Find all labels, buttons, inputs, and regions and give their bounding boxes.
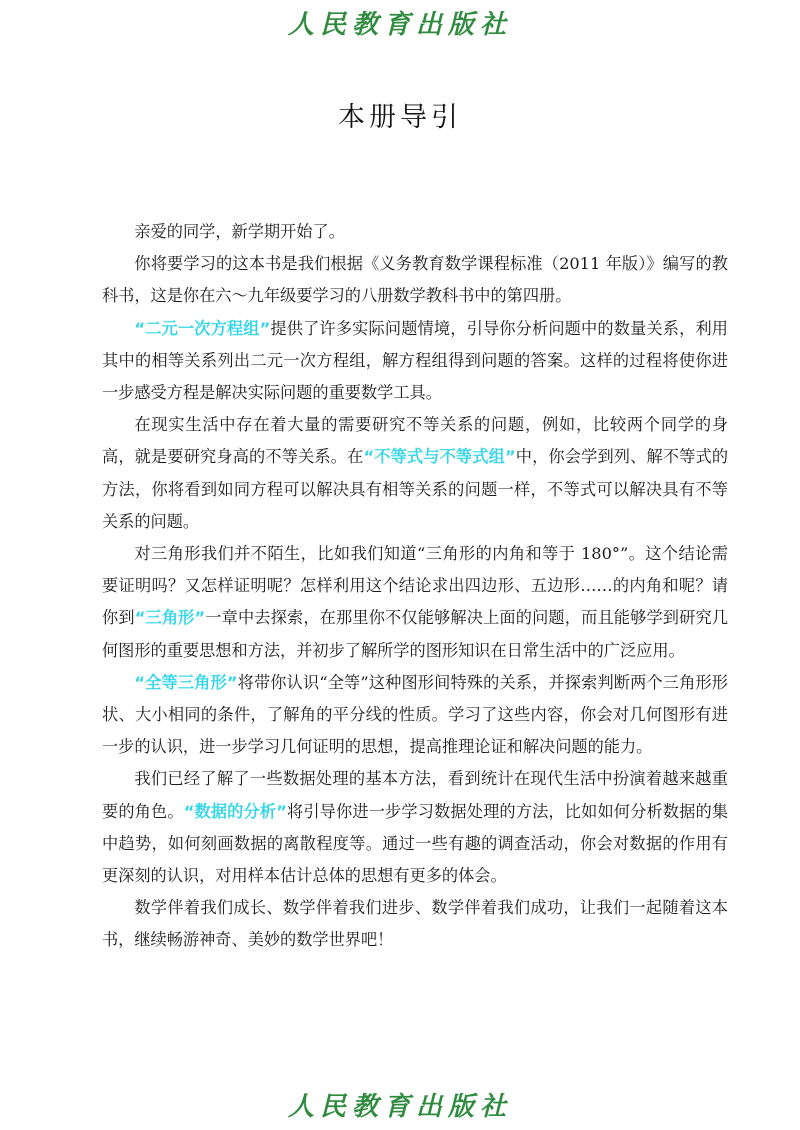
guide-body xyxy=(102,216,728,957)
chapter-highlight-data-analysis: “数据的分析” xyxy=(183,801,287,821)
paragraph-text: 提供了许多实际问题情境，引导你分析问题中的数量关系，利用其中的相等关系列出二元一次方程组，解方程组得到问题的答案。这样的过程将使你进一步感受方程是解决实际问题的重要数学工具。 xyxy=(102,318,728,403)
paragraph-text: 数学伴着我们成长、数学伴着我们进步、数学伴着我们成功，让我们一起随着这本书，继续畅游神奇、美妙的数学世界吧！ xyxy=(102,898,728,950)
chapter-highlight-triangles: “三角形” xyxy=(134,608,206,628)
paragraph-intro xyxy=(102,248,728,312)
paragraph-text: 中，你会学到列、解不等式的方法，你将看到如同方程可以解决具有相等关系的问题一样，不等式可以解决具有不等关系的问题。 xyxy=(102,447,729,531)
page-title: 本册导引 xyxy=(338,102,462,133)
paragraph-triangles xyxy=(102,538,728,667)
publisher-footer-logo: 人民教育出版社 xyxy=(287,1092,512,1122)
publisher-header-logo: 人民教育出版社 xyxy=(287,10,512,40)
paragraph-inequalities xyxy=(102,409,728,538)
paragraph-text: 对三角形我们并不陌生，比如我们知道“三角形的内角和等于 180°”。这个结论需要证明吗？又怎样证明呢？怎样利用这个结论求出四边形、五边形……的内角和呢？请你到 xyxy=(102,544,728,628)
chapter-highlight-equations: “二元一次方程组” xyxy=(134,318,271,338)
paragraph-text: 将引导你进一步学习数据处理的方法，比如如何分析数据的集中趋势，如何刻画数据的离散程度等。通过一些有趣的调查活动，你会对数据的作用有更深刻的认识，对用样本估计总体的思想有更多的体会。 xyxy=(102,801,729,886)
paragraph-text: 我们已经了解了一些数据处理的基本方法，看到统计在现代生活中扮演着越来越重要的角色。 xyxy=(102,769,728,821)
paragraph-text: 将带你认识“全等”这种图形间特殊的关系，并探索判断两个三角形形状、大小相同的条件，了解角的平分线的性质。学习了这些内容，你会对几何图形有进一步的认识，进一步学习几何证明的思想，提高推理论证和解决问题的能力。 xyxy=(102,672,728,757)
chapter-highlight-congruent: “全等三角形” xyxy=(134,672,238,692)
paragraph-closing xyxy=(102,892,728,956)
paragraph-congruent xyxy=(102,667,728,764)
paragraph-text: 在现实生活中存在着大量的需要研究不等关系的问题，例如，比较两个同学的身高，就是要研究身高的不等关系。在 xyxy=(102,415,728,467)
chapter-highlight-inequalities: “不等式与不等式组” xyxy=(363,447,516,467)
paragraph-data-analysis xyxy=(102,763,728,892)
paragraph-equations xyxy=(102,313,728,410)
paragraph-text: 一章中去探索，在那里你不仅能够解决上面的问题，而且能够学到研究几何图形的重要思想和方法，并初步了解所学的图形知识在日常生活中的广泛应用。 xyxy=(102,608,729,660)
paragraph-greeting xyxy=(102,216,728,248)
paragraph-text: 亲爱的同学，新学期开始了。 xyxy=(134,222,345,241)
paragraph-text: 你将要学习的这本书是我们根据《义务教育数学课程标准（2011 年版）》编写的教科书，这是你在六～九年级要学习的八册数学教科书中的第四册。 xyxy=(102,254,728,306)
